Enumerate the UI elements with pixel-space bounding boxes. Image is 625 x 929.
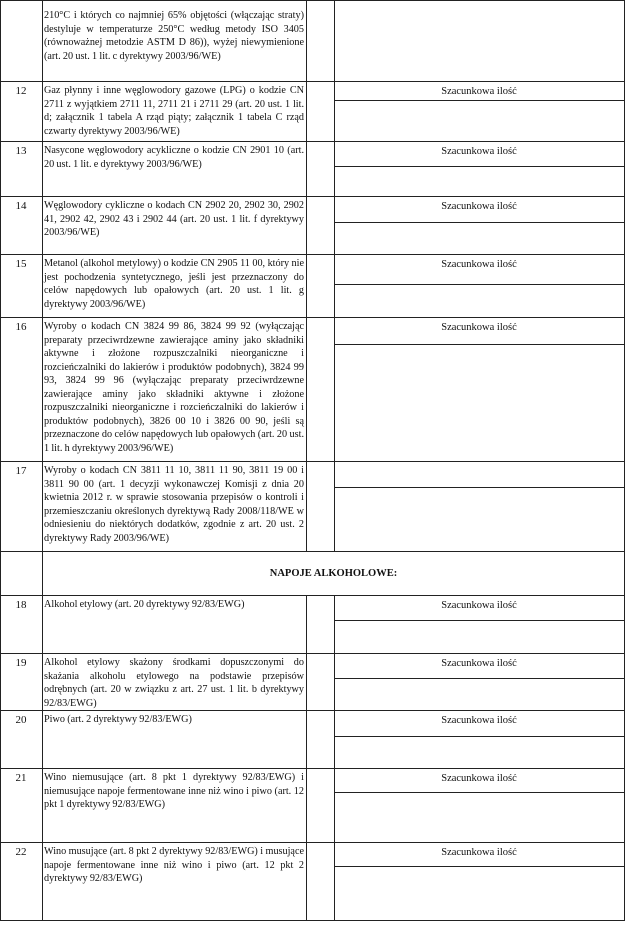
table-row-border: [0, 842, 625, 843]
row-number: 14: [15, 200, 27, 212]
quantity-cell-divider: [334, 620, 625, 621]
quantity-cell-divider: [334, 166, 625, 167]
row-description: Alkohol etylowy skażony środkami dopuszczonymi do skażania alkoholu etylowego na podstawie przepisów odrębnych (art. 20 w związku z art. 27 ust. 1 lit. b dyrektywy 92/83/EWG): [44, 657, 304, 709]
quantity-cell-divider: [334, 344, 625, 345]
quantity-cell-divider: [334, 100, 625, 101]
row-description: Węglowodory cykliczne o kodach CN 2902 20, 2902 30, 2902 41, 2902 42, 2902 43 i 2902 44 (art. 20 ust. 1 lit. f dyrektywy 2003/96/WE): [44, 200, 304, 238]
quantity-label: Szacunkowa ilość: [441, 259, 517, 270]
row-description: Wyroby o kodach CN 3824 99 86, 3824 99 92 (wyłączając preparaty przeciwrdzewne zawierające aminy jako składniki aktywne i złożone rozpuszczalniki nieorganiczne i rozcieńczalniki do lakierów i produktów podobnych), 3824 99 93, 3824 99 96 (wyłączając preparaty przeciwrdzewne zawierające aminy jako składniki aktywne i złożone rozpuszczalniki nieorganiczne i rozcieńczalniki do lakierów i produktów podobnych), 3826 00 10 i 3826 00 90, jeśli są przeznaczone do celów napędowych lub opałowych (art. 20 ust. 1 lit. h dyrektywy 2003/96/WE): [44, 321, 304, 454]
row-number: 17: [15, 465, 27, 477]
quantity-label: Szacunkowa ilość: [441, 86, 517, 97]
quantity-cell-divider: [334, 678, 625, 679]
table-row-border: [0, 254, 625, 255]
row-number: 12: [15, 85, 27, 97]
table-row-border: [0, 317, 625, 318]
row-number: 20: [15, 714, 27, 726]
section-heading: NAPOJE ALKOHOLOWE:: [269, 568, 398, 579]
quantity-label: Szacunkowa ilość: [441, 322, 517, 333]
row-number: 21: [15, 772, 27, 784]
table-row-border: [0, 653, 625, 654]
quantity-label: Szacunkowa ilość: [441, 773, 517, 784]
quantity-label: Szacunkowa ilość: [441, 146, 517, 157]
table-row-border: [0, 461, 625, 462]
table-row-border: [0, 920, 625, 921]
row-description: Gaz płynny i inne węglowodory gazowe (LPG) o kodzie CN 2711 z wyjątkiem 2711 11, 2711 21 i 2711 29 (art. 20 ust. 1 lit. d; załącznik 1 tabela A rząd piąty; załącznik 1 tabela C rząd czwarty dyrektywy 2003/96/WE): [44, 85, 304, 137]
quantity-cell-divider: [334, 866, 625, 867]
row-number: 16: [15, 321, 27, 333]
row-description: 210°C i których co najmniej 65% objętości (włączając straty) destyluje w temperaturze 250°C według metody ISO 3405 (równoważnej metodzie ASTM D 86)), wyżej niewymienione (art. 20 ust. 1 lit. c dyrektywy 2003/96/WE): [44, 10, 304, 62]
quantity-cell-divider: [334, 736, 625, 737]
column-border: [306, 595, 307, 921]
quantity-cell-divider: [334, 284, 625, 285]
table-row-border: [0, 81, 625, 82]
row-description: Piwo (art. 2 dyrektywy 92/83/EWG): [44, 714, 192, 725]
quantity-cell-divider: [334, 792, 625, 793]
row-number: 19: [15, 657, 27, 669]
column-border: [334, 0, 335, 552]
row-number: 15: [15, 258, 27, 270]
row-number: 13: [15, 145, 27, 157]
table-row-border: [0, 141, 625, 142]
quantity-label: Szacunkowa ilość: [441, 600, 517, 611]
row-description: Wyroby o kodach CN 3811 11 10, 3811 11 90, 3811 19 00 i 3811 90 00 (art. 1 decyzji wykonawczej Komisji z dnia 20 kwietnia 2012 r. w sprawie stosowania przepisów o kontroli i przemieszczaniu określonych dyrektywą Rady 2008/118/WE w odniesieniu do niektórych dodatków, zgodnie z art. 20 ust. 2 dyrektywy Rady 2003/96/WE): [44, 465, 304, 544]
table-row-border: [0, 595, 625, 596]
quantity-cell-divider: [334, 487, 625, 488]
column-border: [334, 595, 335, 921]
column-border: [42, 595, 43, 921]
table-row-border: [0, 710, 625, 711]
table-row-border: [0, 0, 625, 1]
column-border: [42, 0, 43, 552]
row-description: Nasycone węglowodory acykliczne o kodzie CN 2901 10 (art. 20 ust. 1 lit. e dyrektywy 2003/96/WE): [44, 145, 304, 170]
row-number: 22: [15, 846, 27, 858]
quantity-label: Szacunkowa ilość: [441, 201, 517, 212]
row-description: Wino musujące (art. 8 pkt 2 dyrektywy 92/83/EWG) i musujące napoje fermentowane inne niż wino i piwo (art. 12 pkt 2 dyrektywy 92/83/EWG): [44, 846, 304, 884]
quantity-label: Szacunkowa ilość: [441, 847, 517, 858]
quantity-cell-divider: [334, 222, 625, 223]
quantity-label: Szacunkowa ilość: [441, 715, 517, 726]
column-border: [306, 0, 307, 552]
row-description: Metanol (alkohol metylowy) o kodzie CN 2905 11 00, który nie jest pochodzenia syntetycznego, jeśli jest przeznaczony do celów napędowych lub opałowych (art. 20 ust. 1 lit. g dyrektywy 2003/96/WE): [44, 258, 304, 310]
table-row-border: [0, 551, 625, 552]
row-description: Wino niemusujące (art. 8 pkt 1 dyrektywy 92/83/EWG) i niemusujące napoje fermentowane inne niż wino i piwo (art. 12 pkt 1 dyrektywy 92/83/EWG): [44, 772, 304, 810]
table-row-border: [0, 768, 625, 769]
quantity-label: Szacunkowa ilość: [441, 658, 517, 669]
row-description: Alkohol etylowy (art. 20 dyrektywy 92/83/EWG): [44, 599, 245, 610]
row-number: 18: [15, 599, 27, 611]
table-row-border: [0, 196, 625, 197]
